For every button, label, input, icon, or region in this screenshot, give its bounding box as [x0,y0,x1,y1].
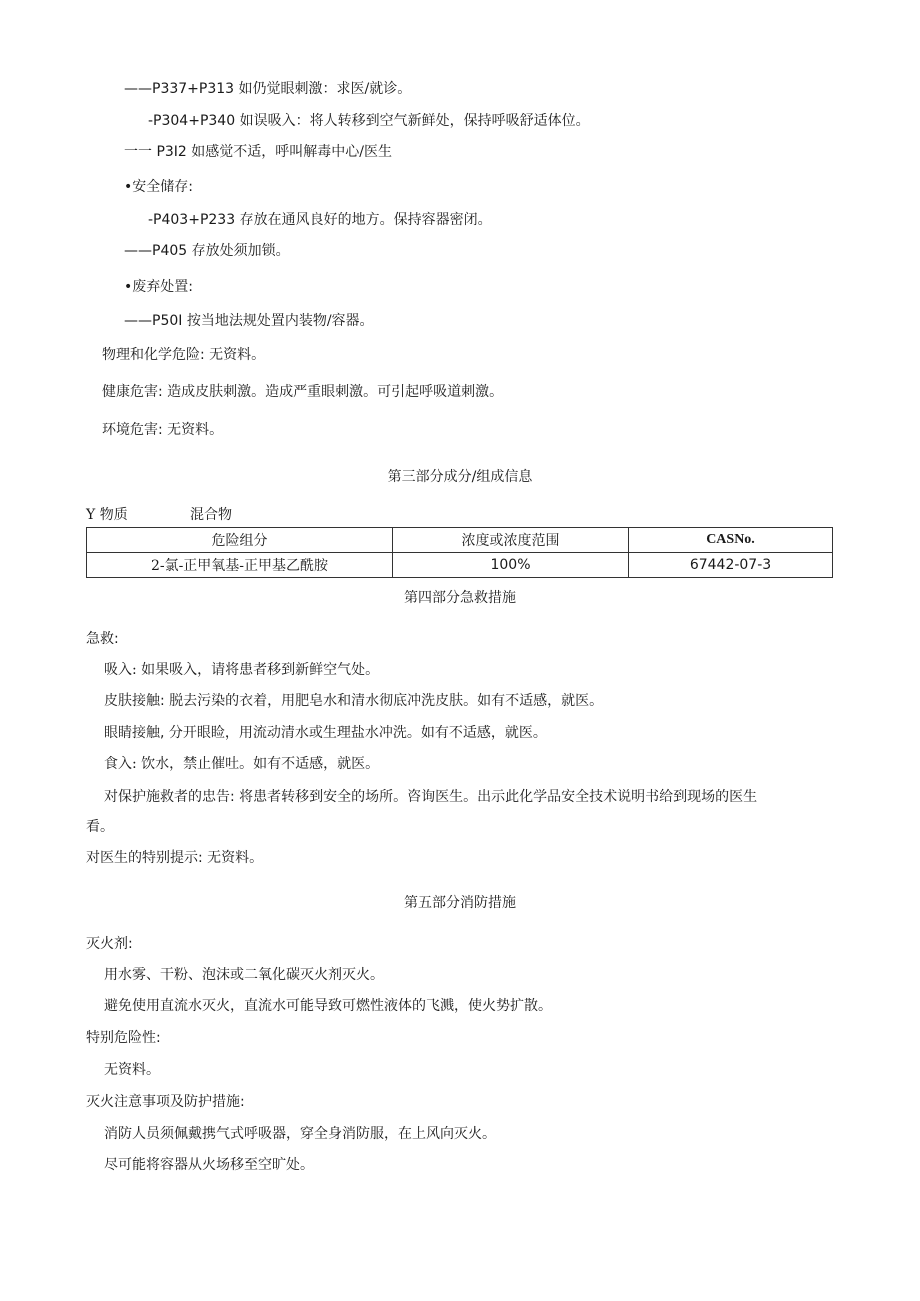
extinguishing-agent-line: 用水雾、干粉、泡沫或二氧化碳灭火剂灭火。 [104,967,384,983]
extinguishing-agent-label: 灭火剂: [86,936,133,952]
skin-text: 脱去污染的衣着，用肥皂水和清水彻底冲洗皮肤。如有不适感，就医。 [169,693,604,709]
storage-label: •安全储存: [124,179,193,195]
precaution-text: 如感觉不适，呼叫解毒中心/医生 [191,144,393,160]
skin-label: 皮肤接触: [104,693,165,709]
first-aid-eye [104,724,547,742]
precaution-text: 存放在通风良好的地方。保持容器密闭。 [239,212,492,228]
health-hazard-label: 健康危害: [102,384,163,400]
table-cell-cas: 67442-07-3 [629,553,833,578]
rescuer-text-continued: 看。 [86,819,114,835]
section5-title: 第五部分消防措施 [404,895,516,911]
doctor-note [86,849,263,867]
environment-hazard-label: 环境危害: [102,422,163,438]
inhalation-label: 吸入: [104,662,137,678]
extinguishing-agent-line: 避免使用直流水灭火，直流水可能导致可燃性液体的飞溅，使火势扩散。 [104,998,552,1014]
firefighting-precaution-line: 尽可能将容器从火场移至空旷处。 [104,1157,314,1173]
precaution-p501 [124,312,374,330]
physical-hazard-label: 物理和化学危险: [102,347,205,363]
section3-title: 第三部分成分/组成信息 [387,469,533,485]
precaution-code: ——P337+P313 [124,81,235,97]
precaution-code: 一一 P3I2 [124,144,187,160]
health-hazard-value: 造成皮肤刺激。造成严重眼刺激。可引起呼吸道刺激。 [167,384,504,400]
precaution-text: 按当地法规处置内装物/容器。 [186,313,374,329]
precaution-code: -P304+P340 [148,113,236,129]
precaution-p337 [124,80,411,98]
rescuer-label: 对保护施救者的忠告: [104,789,235,805]
precaution-code: ——P405 [124,243,188,259]
first-aid-label: 急救: [86,631,119,647]
inhalation-text: 如果吸入，请将患者移到新鲜空气处。 [141,662,380,678]
environment-hazard [102,421,223,439]
eye-label: 眼睛接触, [104,725,165,741]
ingestion-label: 食入: [104,756,137,772]
first-aid-inhalation [104,661,379,679]
table-header-row [87,528,833,553]
precaution-text: 如仍觉眼刺激：求医/就诊。 [238,81,412,97]
first-aid-ingestion [104,755,379,773]
rescuer-text: 将患者转移到安全的场所。咨询医生。出示此化学品安全技术说明书给到现场的医生 [239,789,758,805]
precaution-text: 如误吸入：将人转移到空气新鲜处，保持呼吸舒适体位。 [239,113,590,129]
special-hazard-value: 无资料。 [104,1062,160,1078]
precaution-p312 [124,143,392,161]
physical-hazard [102,346,265,364]
table-cell-concentration: 100% [393,553,629,578]
precaution-p403 [148,211,492,229]
ingestion-text: 饮水，禁止催吐。如有不适感，就医。 [141,756,380,772]
disposal-label: •废弃处置: [124,279,193,295]
table-header-component: 危险组分 [87,528,393,553]
table-row [87,553,833,578]
precaution-p405 [124,242,290,260]
precaution-code: -P403+P233 [148,212,236,228]
first-aid-skin [104,692,603,710]
firefighting-precautions-label: 灭火注意事项及防护措施: [86,1094,245,1110]
substance-type-value: 混合物 [190,507,232,523]
table-cell-component: 2-氯-正甲氧基-正甲基乙酰胺 [87,553,393,578]
rescuer-advice [104,788,757,806]
precaution-text: 存放处须加锁。 [191,243,290,259]
composition-table [86,527,833,578]
precaution-p304 [148,112,590,130]
eye-text: 分开眼睑，用流动清水或生理盐水冲洗。如有不适感，就医。 [168,725,547,741]
doctor-note-value: 无资料。 [207,850,264,866]
precaution-code: ——P50I [124,313,183,329]
table-header-concentration: 浓度或浓度范围 [393,528,629,553]
section4-title: 第四部分急救措施 [404,590,516,606]
special-hazard-label: 特别危险性: [86,1030,161,1046]
substance-type-label: Y 物质 [86,507,128,523]
table-header-cas: CASNo. [629,528,833,553]
health-hazard [102,383,503,401]
firefighting-precaution-line: 消防人员须佩戴携气式呼吸器，穿全身消防服，在上风向灭火。 [104,1126,496,1142]
physical-hazard-value: 无资料。 [209,347,266,363]
doctor-note-label: 对医生的特别提示: [86,850,203,866]
environment-hazard-value: 无资料。 [167,422,224,438]
